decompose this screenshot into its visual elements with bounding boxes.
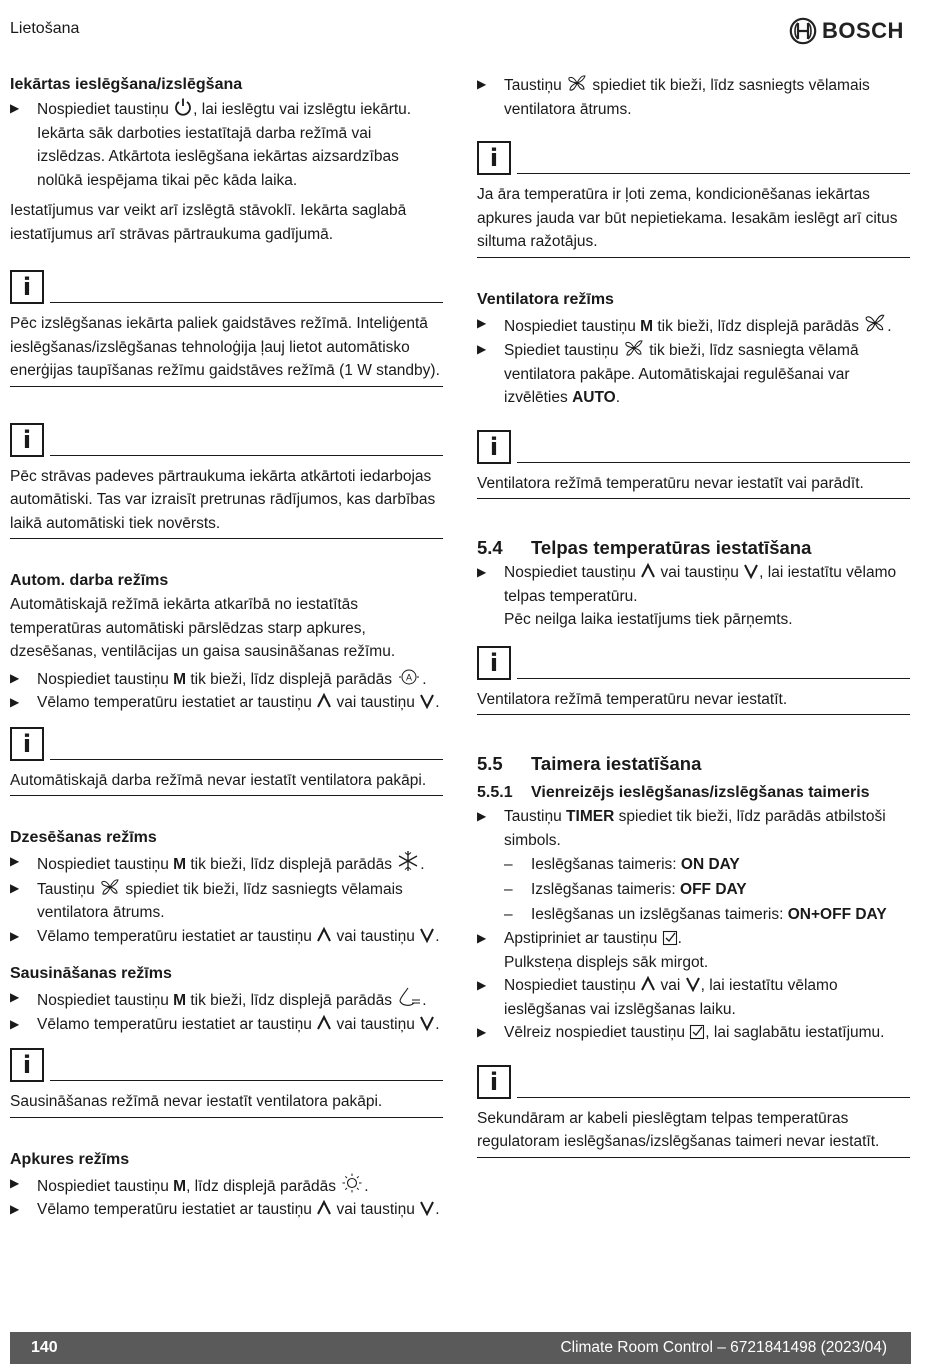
arrow-up-icon xyxy=(640,975,656,993)
checkbox-icon xyxy=(689,1024,705,1040)
info-icon: i xyxy=(477,1065,511,1099)
list-item: ▶ Vēlamo temperatūru iestatiet ar taustiņu vai taustiņu . xyxy=(10,1198,443,1222)
bullet-icon: ▶ xyxy=(10,854,20,868)
info-note xyxy=(477,1059,910,1158)
note-text: Sausināšanas režīmā nevar iestatīt ventilatora pakāpi. xyxy=(10,1082,443,1118)
fan-icon xyxy=(623,338,645,358)
list-item: ▶ Nospiediet taustiņu M tik bieži, līdz displejā parādās A . xyxy=(10,667,443,692)
bullet-icon: ▶ xyxy=(10,101,20,115)
heading-auto: Autom. darba režīms xyxy=(10,572,169,589)
section-heading-5-4: 5.4 Telpas temperatūras iestatīšana xyxy=(477,537,812,558)
list-item: ▶ Vēlamo temperatūru iestatiet ar taustiņu vai taustiņu . xyxy=(10,1013,443,1037)
info-note xyxy=(477,135,910,258)
fan-icon xyxy=(566,73,588,93)
page-footer xyxy=(10,1332,911,1364)
note-text: Ja āra temperatūra ir ļoti zema, kondicionēšanas iekārtas apkures jauda var būt nepietiekama. Iesakām ieslēgt arī citus siltuma ražotājus. xyxy=(477,175,910,258)
list-item: ▶ Nospiediet taustiņu , lai ieslēgtu vai izslēgtu iekārtu. Iekārta sāk darboties iestatītajā darba režīmā vai izslēdzas. Atkārtota ieslēgšana iekārtas aizsardzības nolūkā iespējama tikai pēc kāda laika. xyxy=(10,97,443,192)
info-note xyxy=(10,721,443,797)
power-icon xyxy=(173,97,193,117)
bullet-icon: ▶ xyxy=(10,880,20,895)
bullet-icon: ▶ xyxy=(477,565,487,579)
info-icon: i xyxy=(10,727,44,761)
divider xyxy=(517,462,910,463)
list-item: ▶ Nospiediet taustiņu M tik bieži, līdz displejā parādās . xyxy=(477,312,910,339)
arrow-up-icon xyxy=(316,1199,332,1217)
auto-mode-icon xyxy=(396,667,422,687)
header-section-title: Lietošana xyxy=(10,20,80,37)
section-heading-5-5: 5.5 Taimera iestatīšana xyxy=(477,753,702,774)
divider xyxy=(50,1080,443,1081)
arrow-up-icon xyxy=(316,1014,332,1032)
info-note xyxy=(477,424,910,500)
bullet-icon: ▶ xyxy=(10,990,20,1004)
list-item: ▶ Nospiediet taustiņu vai taustiņu , lai iestatītu vēlamo telpas temperatūru. Pēc neilga laika iestatījums tiek pārņemts. xyxy=(477,561,910,632)
divider xyxy=(50,455,443,456)
divider xyxy=(517,173,910,174)
info-icon: i xyxy=(477,430,511,464)
subsection-heading-5-5-1: 5.5.1 Vienreizējs ieslēgšanas/izslēgšanas taimeris xyxy=(477,784,870,801)
note-text: Ventilatora režīmā temperatūru nevar iestatīt. xyxy=(477,680,910,716)
sun-icon xyxy=(340,1172,364,1194)
note-text: Ventilatora režīmā temperatūru nevar iestatīt vai parādīt. xyxy=(477,464,910,500)
right-column xyxy=(477,73,910,1158)
list-item: ▶ Apstipriniet ar taustiņu . Pulksteņa displejs sāk mirgot. xyxy=(477,927,910,974)
bullet-icon: ▶ xyxy=(477,809,487,823)
svg-text:A: A xyxy=(406,672,413,682)
arrow-down-icon xyxy=(419,1014,435,1032)
bullet-icon: ▶ xyxy=(477,342,487,356)
bullet-icon: ▶ xyxy=(10,928,20,943)
heading-onoff: Iekārtas ieslēgšana/izslēgšana xyxy=(10,76,243,93)
list-item: ▶ Taustiņu spiediet tik bieži, līdz sasniegts vēlamais ventilatora ātrums. xyxy=(477,73,910,121)
list-item: ▶ Nospiediet taustiņu M tik bieži, līdz displejā parādās . xyxy=(10,850,443,877)
list-item: ▶ Vēlreiz nospiediet taustiņu , lai saglabātu iestatījumu. xyxy=(477,1021,910,1045)
left-column xyxy=(10,73,443,1222)
list-item: ▶ Vēlamo temperatūru iestatiet ar taustiņu vai taustiņu . xyxy=(10,925,443,949)
fan-icon xyxy=(863,312,887,334)
drop-icon xyxy=(396,986,422,1008)
list-item: ▶ Taustiņu TIMER spiediet tik bieži, līdz parādās atbilstoši simbols. xyxy=(477,805,910,852)
dash-item: – Izslēgšanas taimeris: OFF DAY xyxy=(504,881,747,898)
dash-item: – Ieslēgšanas taimeris: ON DAY xyxy=(504,856,740,873)
divider xyxy=(517,1097,910,1098)
info-note xyxy=(10,417,443,540)
note-text: Pēc izslēgšanas iekārta paliek gaidstāves režīmā. Inteliģentā ieslēgšanas/izslēgšanas tehnoloģija ļauj lietot automātisko enerģijas taupīšanas režīmu gaidstāves režīmā (1 W standby). xyxy=(10,304,443,387)
heading-cool: Dzesēšanas režīms xyxy=(10,829,157,846)
arrow-up-icon xyxy=(316,692,332,710)
divider xyxy=(517,678,910,679)
document-reference: Climate Room Control – 6721841498 (2023/04) xyxy=(560,1339,887,1356)
heading-dry: Sausināšanas režīms xyxy=(10,965,172,982)
list-item: ▶ Taustiņu spiediet tik bieži, līdz sasniegts vēlamais ventilatora ātrums. xyxy=(10,877,443,925)
arrow-down-icon xyxy=(419,1199,435,1217)
note-text: Sekundāram ar kabeli pieslēgtam telpas temperatūras regulatoram ieslēgšanas/izslēgšanas taimeri nevar iestatīt. xyxy=(477,1099,910,1158)
info-note xyxy=(10,1042,443,1118)
info-icon: i xyxy=(477,646,511,680)
bullet-icon: ▶ xyxy=(10,695,20,709)
brand-name: BOSCH xyxy=(822,18,904,43)
bullet-icon: ▶ xyxy=(10,670,20,685)
snowflake-icon xyxy=(396,850,420,872)
list-item: ▶ Nospiediet taustiņu M, līdz displejā parādās . xyxy=(10,1172,443,1199)
bullet-icon: ▶ xyxy=(10,1202,20,1216)
info-note xyxy=(10,264,443,387)
bullet-icon: ▶ xyxy=(477,315,487,330)
bullet-icon: ▶ xyxy=(477,978,487,992)
note-text: Pēc strāvas padeves pārtraukuma iekārta atkārtoti iedarbojas automātiski. Tas var izraisīt pretrunas rādījumos, kas darbības laikā automātiski tiek novērsts. xyxy=(10,457,443,540)
list-item: ▶ Spiediet taustiņu tik bieži, līdz sasniegta vēlamā ventilatora pakāpe. Automātiskajai regulēšanai var izvēlēties AUTO. xyxy=(477,338,910,410)
info-icon: i xyxy=(10,270,44,304)
divider xyxy=(50,759,443,760)
bullet-icon: ▶ xyxy=(477,1025,487,1039)
dash-item: – Ieslēgšanas un izslēgšanas taimeris: ON+OFF DAY xyxy=(504,906,887,923)
list-item: ▶ Vēlamo temperatūru iestatiet ar taustiņu vai taustiņu . xyxy=(10,691,443,715)
info-icon: i xyxy=(10,423,44,457)
list-item: ▶ Nospiediet taustiņu vai , lai iestatītu vēlamo ieslēgšanas vai izslēgšanas laiku. xyxy=(477,974,910,1021)
arrow-down-icon xyxy=(743,562,759,580)
bullet-icon: ▶ xyxy=(10,1175,20,1190)
arrow-down-icon xyxy=(685,975,701,993)
paragraph: Iestatījumus var veikt arī izslēgtā stāvoklī. Iekārta saglabā iestatījumus arī strāvas pārtraukuma gadījumā. xyxy=(10,202,407,243)
brand-logo xyxy=(789,17,904,45)
note-text: Automātiskajā darba režīmā nevar iestatīt ventilatora pakāpi. xyxy=(10,761,443,797)
checkbox-icon xyxy=(662,930,678,946)
bullet-icon: ▶ xyxy=(477,77,487,91)
heading-heat: Apkures režīms xyxy=(10,1150,130,1168)
arrow-up-icon xyxy=(316,926,332,944)
bosch-armature-icon xyxy=(789,17,817,45)
info-icon: i xyxy=(477,141,511,175)
arrow-down-icon xyxy=(419,692,435,710)
heading-fan: Ventilatora režīms xyxy=(477,290,614,308)
arrow-down-icon xyxy=(419,926,435,944)
info-icon: i xyxy=(10,1048,44,1082)
fan-icon xyxy=(99,877,121,897)
page-number: 140 xyxy=(31,1339,58,1356)
divider xyxy=(50,302,443,303)
paragraph: Automātiskajā režīmā iekārta atkarībā no iestatītās temperatūras automātiski pārslēdzas starp apkures, dzesēšanas, ventilācijas un gaisa sausināšanas režīmu. xyxy=(10,596,396,660)
list-item: ▶ Nospiediet taustiņu M tik bieži, līdz displejā parādās . xyxy=(10,986,443,1013)
arrow-up-icon xyxy=(640,562,656,580)
info-note xyxy=(477,640,910,716)
bullet-icon: ▶ xyxy=(477,931,487,945)
bullet-icon: ▶ xyxy=(10,1016,20,1031)
